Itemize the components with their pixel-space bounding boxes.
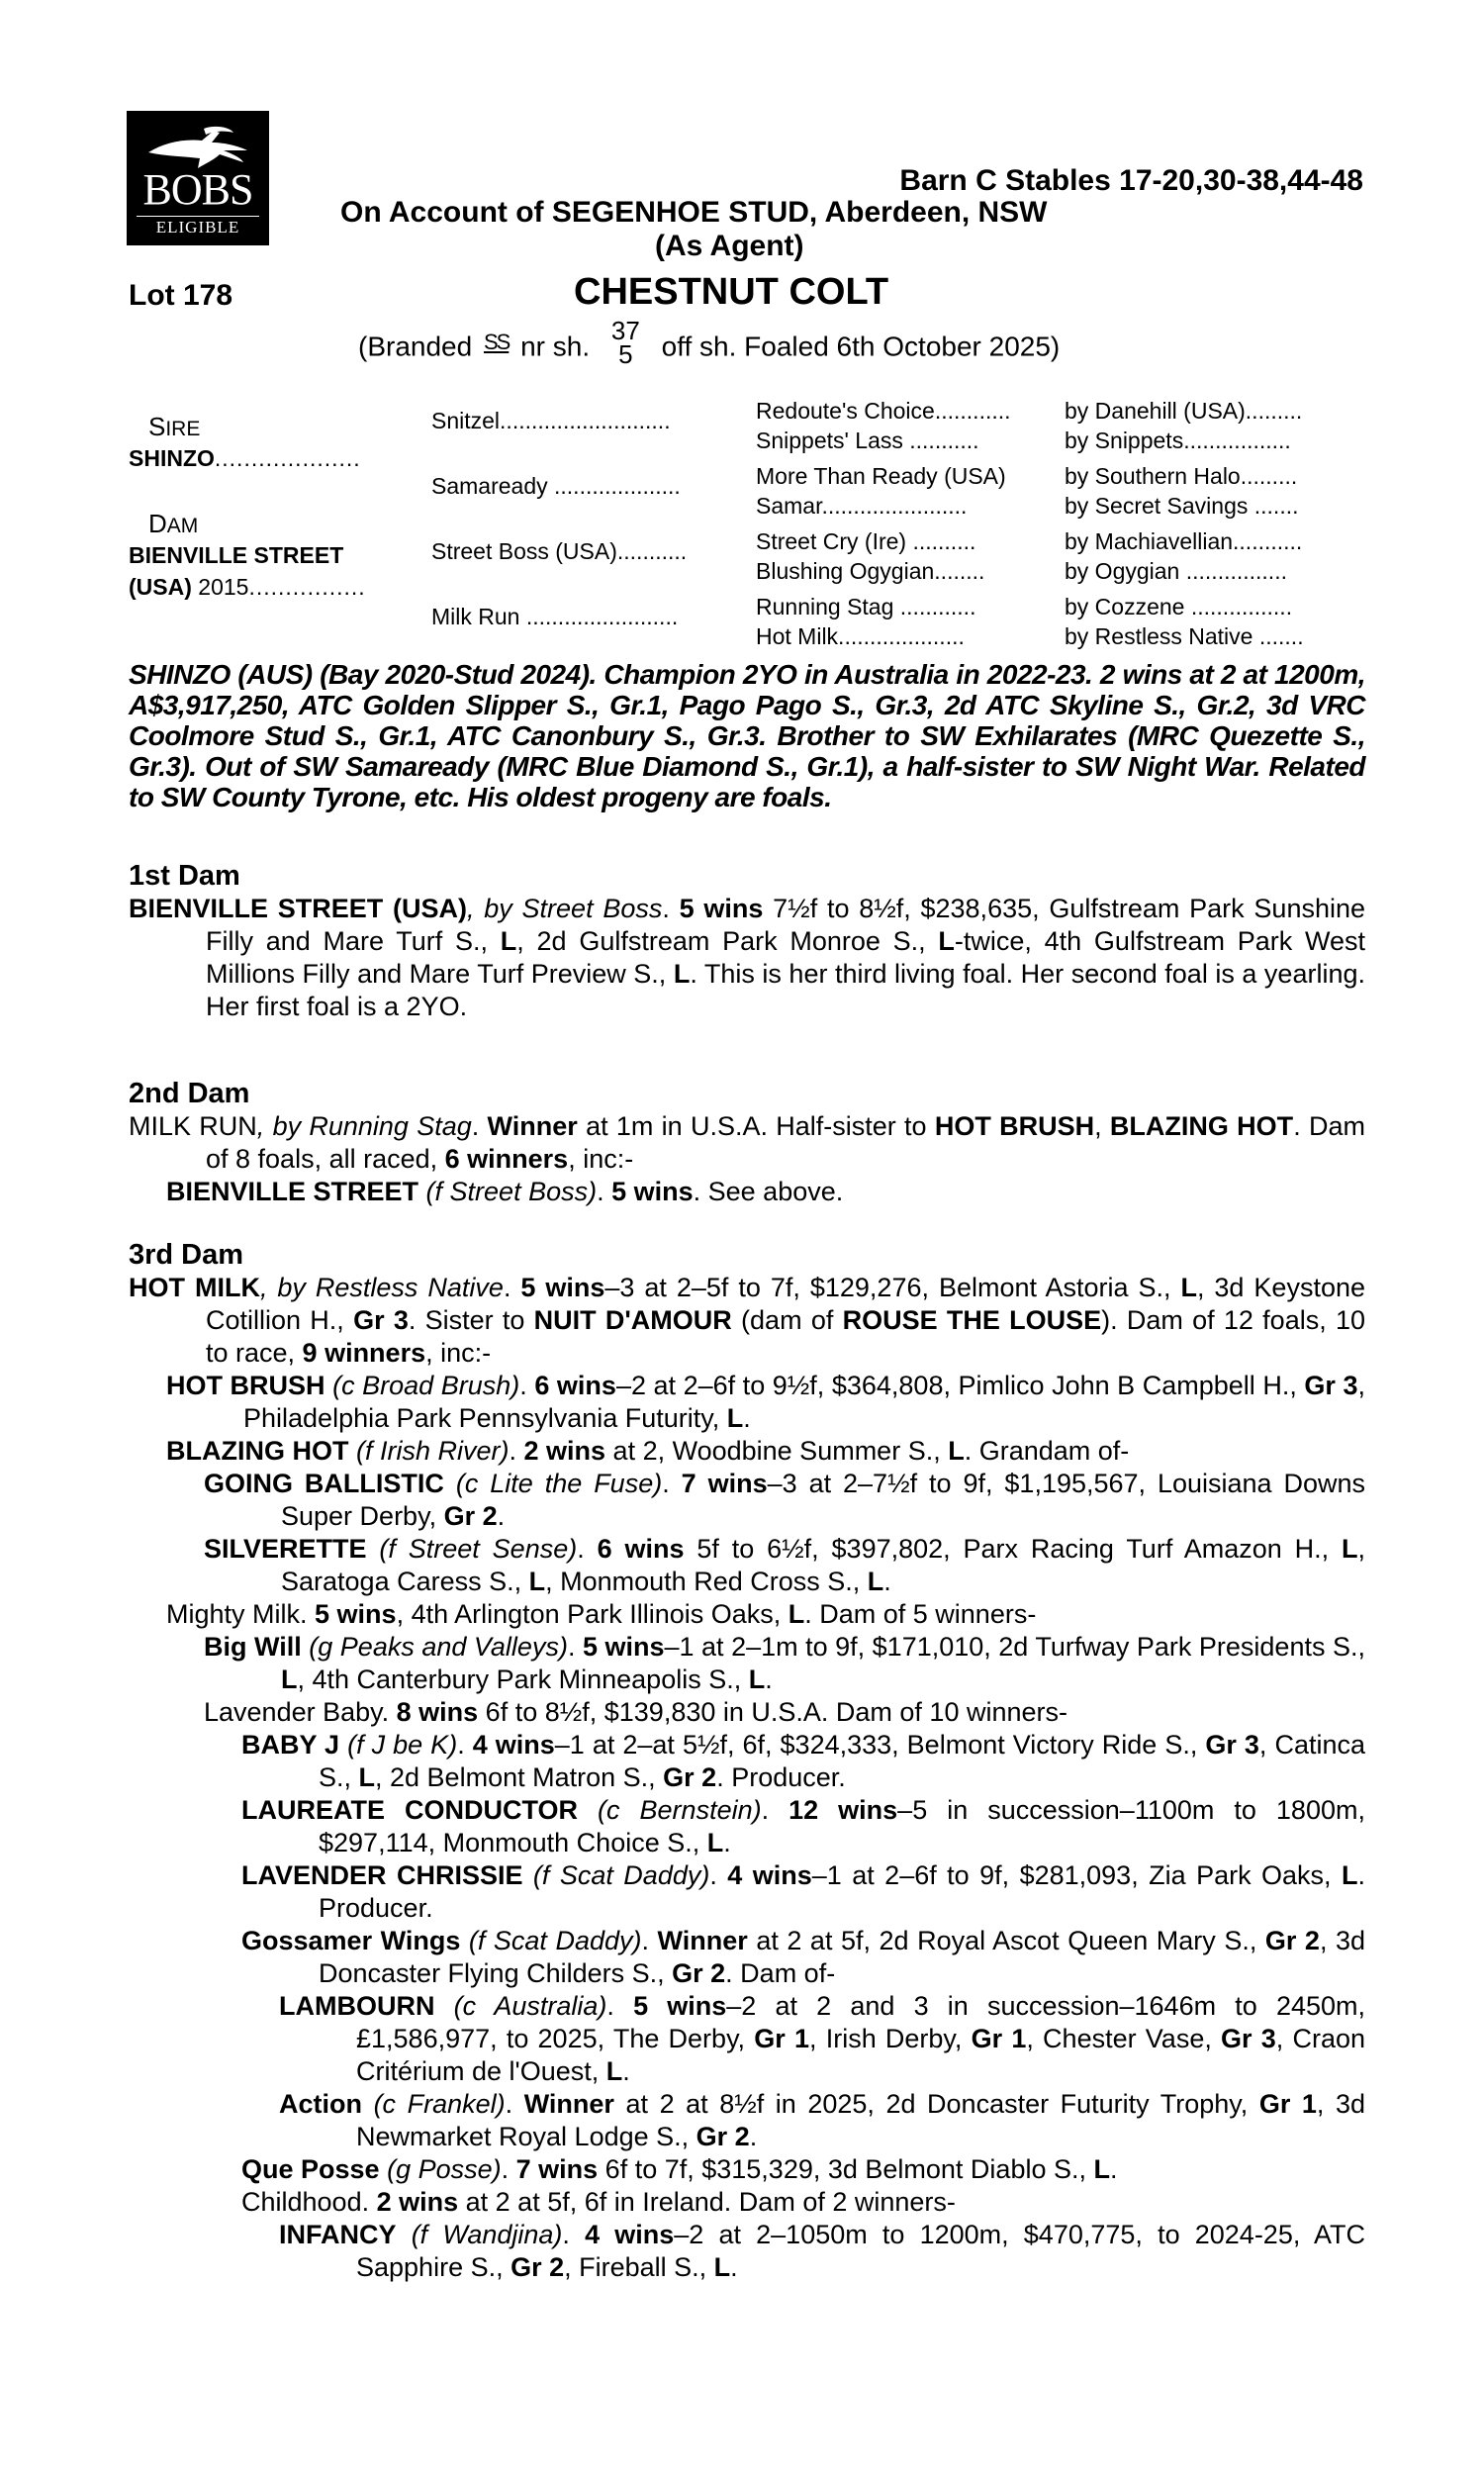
text [380,2154,388,2184]
text: at 2 at 8½f in 2025, 2d Doncaster Futurity Trophy, [613,2089,1259,2119]
text: , Craon Critérium de l'Ouest, [356,2024,1366,2086]
text: 6f to 7f, $315,329, 3d Belmont Diablo S., [598,2154,1094,2184]
bold-text: Action [279,2089,362,2119]
gen3-sire-cell: by Snippets................. [1065,428,1291,453]
progeny-entry [204,1631,1365,1696]
text [325,1371,333,1400]
bobs-eligible-logo [127,111,269,245]
text: . [761,1795,789,1825]
text: . [577,1534,598,1564]
text: . [497,1501,506,1531]
bold-text: L [748,1665,766,1694]
first-dam-text: BIENVILLE STREET (USA), by Street Boss. 5 wins 7½f to 8½f, $238,635, Gulfstream Park Sunshine Filly and Mare Turf S., L, 2d Gulfstream Park Monroe S., L-twice, 4th Gulfstream Park West Millions Filly and Mare Turf Preview S., L. This is her third living foal. Her second foal is a yearling. Her first foal is a 2YO. [129,894,1366,1021]
text: 9 winners [302,1338,426,1368]
text: 5 wins [520,1273,605,1302]
text: , Philadelphia Park Pennsylvania Futurity, [243,1371,1365,1433]
text [434,1991,453,2021]
bold-text: SILVERETTE [204,1534,367,1564]
progeny-by: (f Street Boss) [425,1177,598,1206]
bold-text: L [1341,1860,1358,1890]
text [522,1860,532,1890]
text: HOT BRUSH [934,1111,1095,1141]
third-dam-heading: 3rd Dam [129,1239,244,1271]
text: ). Dam of 12 foals, 10 to race, [206,1305,1366,1368]
progeny-entry [241,1925,1365,1990]
text: –2 at 2–6f to 9½f, $364,808, Pimlico John B Campbell H., [615,1371,1305,1400]
third-dam-name: HOT MILK [129,1273,260,1302]
text [444,1469,456,1498]
first-dam-name: BIENVILLE STREET (USA) [129,894,468,923]
sire-name-cell [129,443,361,473]
brand-symbol: SS [483,330,510,355]
bold-text: 8 wins [396,1697,479,1727]
italic-text: (f Scat Daddy) [532,1860,710,1890]
text: 5f to 6½f, $397,802, Parx Racing Turf Amazon H., [684,1534,1342,1564]
pedigree-gen2-row [431,536,740,566]
gen3-sire-cell: by Restless Native ....... [1065,623,1304,649]
sire-note: SHINZO (AUS) (Bay 2020-Stud 2024). Champion 2YO in Australia in 2022-23. 2 wins at 2 at 1200m, A$3,917,250, ATC Golden Slipper S., Gr.1, Pago Pago S., Gr.3, 2d ATC Skyline S., Gr.2, 3d VRC Coolmore Stud S., Gr.1, ATC Canonbury S., Gr.3. Brother to SW Exhilarates (MRC Quezette S., Gr.3). Out of SW Samaready (MRC Blue Diamond S., Gr.1), a half-sister to SW Night War. Related to SW County Tyrone, etc. His oldest progeny are foals. [129,659,1365,812]
gen2-dots: ........... [616,538,688,564]
bold-text: 2 wins [376,2187,459,2217]
bold-text: BLAZING HOT [166,1436,349,1466]
text: , inc:- [425,1338,492,1368]
text [362,2089,374,2119]
progeny-list [129,1370,1365,2284]
bold-text: 6 wins [597,1534,685,1564]
bold-text: L [726,1403,744,1433]
bold-text: L [1341,1534,1358,1564]
progeny-entry [204,1696,1365,1729]
text: –1 at 2–6f to 9f, $281,093, Zia Park Oaks, [811,1860,1342,1890]
bold-text: L [948,1436,965,1466]
brand-fraction [610,316,640,369]
text: –3 at 2–5f to 7f, $129,276, Belmont Astoria S., [604,1273,1181,1302]
bold-text: 4 wins [727,1860,812,1890]
second-dam-heading: 2nd Dam [129,1078,250,1109]
bold-text: Gr 2 [672,1958,726,1988]
bold-text: 4 wins [585,2220,675,2249]
text: . [743,1403,751,1433]
text: , Irish Derby, [809,2024,972,2053]
progeny-entry [279,1990,1365,2088]
bold-text: Que Posse [241,2154,380,2184]
gen3-dam-cell: Blushing Ogygian........ [756,558,985,584]
dam-dots: ................ [248,574,366,600]
text: , 2d Gulfstream Park Monroe S., [516,926,939,956]
progeny-entry [241,1794,1365,1859]
pedigree-gen2-row [431,471,740,501]
text: . [457,1730,473,1760]
gen3-dam-cell: Street Cry (Ire) .......... [756,528,976,554]
italic-text: (c Frankel) [373,2089,506,2119]
bold-text: L [528,1567,546,1596]
text: . Dam of 8 foals, all raced, [206,1111,1365,1174]
progeny-entry [204,1468,1365,1533]
italic-text: (g Posse) [387,2154,502,2184]
bold-text: L [706,1828,724,1857]
bold-text: L [713,2252,731,2282]
horse-head-icon [144,125,251,170]
text: . [765,1665,773,1694]
brand-fraction-top: 37 [610,316,640,345]
text: . [883,1567,891,1596]
progeny-entry [166,1435,1365,1468]
text [578,1795,598,1825]
progeny-entry [241,2186,1365,2219]
lot-title: CHESTNUT COLT [574,271,889,313]
bold-text: L [867,1567,884,1596]
bold-text: INFANCY [279,2220,397,2249]
text: . [622,2056,630,2086]
bold-text: Gr 3 [1221,2024,1276,2053]
bold-text: Gr 2 [663,1762,717,1792]
lot-number: Lot 178 [129,279,233,312]
bold-text: GOING BALLISTIC [204,1469,444,1498]
first-dam-heading: 1st Dam [129,860,240,892]
gen3-dam-cell: Hot Milk.................... [756,623,965,649]
text: –2 at 2–1050m to 1200m, $470,775, to 2024-25, ATC Sapphire S., [356,2220,1366,2282]
text: –1 at 2–at 5½f, 6f, $324,333, Belmont Victory Ride S., [554,1730,1206,1760]
italic-text: (c Lite the Fuse) [455,1469,663,1498]
bold-text: Gr 3 [1304,1371,1358,1400]
gen2-name: Street Boss (USA) [431,538,617,564]
listed-mark: L [500,926,517,956]
text: at 2 at 5f, 6f in Ireland. Dam of 2 winners- [458,2187,956,2217]
gen3-sire-cell: by Southern Halo......... [1065,463,1298,489]
listed-mark: L [673,959,691,989]
sire-name: SHINZO [129,445,215,471]
text: , 3d Newmarket Royal Lodge S., [356,2089,1365,2151]
text: ROUSE THE LOUSE [842,1305,1102,1335]
text: , Catinca S., [319,1730,1365,1792]
gen3-dam-cell: Snippets' Lass ........... [756,428,979,453]
text [397,2220,412,2249]
bold-text: Gr 2 [1264,1926,1320,1955]
bold-text: L [281,1665,298,1694]
progeny-entry [279,2088,1365,2153]
gen3-sire-cell: by Cozzene ................ [1065,594,1293,619]
gen3-sire-cell: by Machiavellian........... [1065,528,1303,554]
brand-mid: nr sh. [520,331,591,362]
text [348,1436,356,1466]
bold-text: Gr 2 [510,2252,565,2282]
gen2-dots: .................... [547,473,681,499]
gen3-dam-cell: Redoute's Choice............ [756,398,1011,424]
bold-text: L [1093,2154,1110,2184]
text: , 2d Belmont Matron S., [375,1762,664,1792]
text: . [606,1991,634,2021]
text: (dam of [731,1305,843,1335]
bold-text: LAVENDER CHRISSIE [241,1860,523,1890]
bold-text: Gossamer Wings [241,1926,461,1955]
bold-text: Winner [523,2089,614,2119]
bold-text: Big Will [204,1632,302,1662]
text: –5 in succession–1100m to 1800m, $297,114, Monmouth Choice S., [319,1795,1365,1857]
gen2-name: Samaready [431,473,548,499]
third-dam-section [129,1238,1365,2284]
text: NUIT D'AMOUR [533,1305,732,1335]
progeny-entry [279,2219,1365,2284]
progeny-entry [241,1729,1365,1794]
text: Winner [487,1111,578,1141]
second-dam-section [129,1077,1365,1208]
gen3-sire-cell: by Secret Savings ....... [1065,493,1299,519]
text: . [749,2122,758,2151]
gen3-dam-cell: Samar....................... [756,493,968,519]
text: , inc:- [568,1144,634,1174]
italic-text: (c Bernstein) [598,1795,762,1825]
bold-text: Winner [657,1926,748,1955]
text: –3 at 2–7½f to 9f, $1,195,567, Louisiana Downs Super Derby, [281,1469,1366,1531]
text [339,1730,347,1760]
text: L [1180,1273,1197,1302]
bold-text: 5 wins [315,1599,397,1629]
bold-text: Gr 1 [1258,2089,1317,2119]
bold-text: 7 wins [681,1469,768,1498]
brand-prefix: (Branded [358,331,473,362]
bold-text: L [358,1762,376,1792]
text: . Producer. [319,1860,1365,1923]
dam-name-cell [129,572,366,602]
text: . [567,1632,583,1662]
text: . Dam of 5 winners- [804,1599,1037,1629]
italic-text: (f Irish River) [356,1436,510,1466]
gen3-sire-cell: by Danehill (USA)......... [1065,398,1303,424]
text: –1 at 2–1m to 9f, $171,010, 2d Turfway Park Presidents S., [664,1632,1365,1662]
progeny-entry [166,1598,1365,1631]
progeny-entry [204,1533,1365,1598]
text: Gr 3 [353,1305,409,1335]
bold-text: HOT BRUSH [166,1371,325,1400]
text: . Producer. [716,1762,846,1792]
sire-label: SIRE [148,412,201,441]
text: . [501,2154,516,2184]
progeny-entry [241,2153,1365,2186]
dam-label: DAM [148,509,199,538]
bold-text: 5 wins [582,1632,665,1662]
second-dam-by: , by Running Stag [256,1111,472,1141]
text: 6f to 8½f, $139,830 in U.S.A. Dam of 10 winners- [478,1697,1067,1727]
italic-text: (f J be K) [347,1730,458,1760]
text: 7½f to 8½f, $238,635, Gulfstream Park Sunshine Filly and Mare Turf S., [206,894,1366,956]
bold-text: Gr 1 [754,2024,809,2053]
logo-text: BOBS [142,165,253,214]
italic-text: (f Wandjina) [411,2220,563,2249]
first-dam-section [129,859,1365,1023]
text: at 2 at 5f, 2d Royal Ascot Queen Mary S., [747,1926,1265,1955]
text: , 4th Arlington Park Illinois Oaks, [396,1599,788,1629]
text [460,1926,469,1955]
text: -twice, 4th Gulfstream Park West Millions Filly and Mare Turf Preview S., [206,926,1365,989]
gen3-dam-cell: More Than Ready (USA) [756,463,1006,489]
bold-text: Gr 2 [443,1501,498,1531]
vendor-agent: (As Agent) [655,230,804,262]
text: , Monmouth Red Cross S., [545,1567,868,1596]
bold-text: L [605,2056,623,2086]
second-dam-progeny: BIENVILLE STREET (f Street Boss). 5 wins. See above. [166,1177,844,1206]
text: at 1m in U.S.A. Half-sister to [577,1111,935,1141]
pedigree-gen2-row [431,602,740,631]
third-dam-by: , by Restless Native [259,1273,504,1302]
text: Mighty Milk. [166,1599,316,1629]
logo-subtext: ELIGIBLE [137,216,259,236]
text: , 4th Canterbury Park Minneapolis S., [297,1665,749,1694]
barn-stables: Barn C Stables 17-20,30-38,44-48 [899,164,1363,197]
text: , 3d Doncaster Flying Childers S., [319,1926,1365,1988]
second-dam-text: MILK RUN, by Running Stag. Winner at 1m in U.S.A. Half-sister to HOT BRUSH, BLAZING HOT. Dam of 8 foals, all raced, 6 winners, inc:- [129,1111,1365,1174]
gen3-sire-cell: by Ogygian ................ [1065,558,1287,584]
text: . This is her third living foal. Her second foal is a yearling. Her first foal is a 2YO. [206,959,1365,1021]
second-dam-name: MILK RUN [129,1111,257,1141]
progeny-name: BIENVILLE STREET [166,1177,419,1206]
bold-text: L [788,1599,805,1629]
text: –2 at 2 and 3 in succession–1646m to 2450m, £1,586,977, to 2025, The Derby, [356,1991,1365,2053]
bold-text: Gr 2 [696,2122,750,2151]
text: . [709,1860,728,1890]
italic-text: (f Scat Daddy) [468,1926,642,1955]
progeny-entry [241,1859,1365,1925]
text: , 3d Keystone Cotillion H., [206,1273,1365,1335]
progeny-entry [166,1370,1365,1435]
dam-year: 2015 [198,574,249,600]
bold-text: LAUREATE CONDUCTOR [241,1795,579,1825]
dam-country: (USA) [129,574,192,600]
brand-suffix: off sh. Foaled 6th October 2025) [661,331,1061,362]
text: . Sister to [408,1305,534,1335]
text: . [662,1469,682,1498]
gen3-dam-cell: Running Stag ............ [756,594,976,619]
text: . Dam of- [725,1958,836,1988]
italic-text: (c Australia) [453,1991,607,2021]
text: 6 winners [444,1144,569,1174]
text: . [1110,2154,1118,2184]
bold-text: LAMBOURN [279,1991,435,2021]
bold-text: 6 wins [534,1371,616,1400]
first-dam-wins: 5 wins [679,894,764,923]
bold-text: 4 wins [472,1730,555,1760]
text: . [509,1436,524,1466]
text: . [562,2220,586,2249]
bold-text: 5 wins [633,1991,727,2021]
text: at 2, Woodbine Summer S., [605,1436,949,1466]
text: , Saratoga Caress S., [281,1534,1365,1596]
first-dam-by: , by Street Boss [467,894,663,923]
italic-text: (c Broad Brush) [332,1371,520,1400]
third-dam-text: HOT MILK, by Restless Native. 5 wins–3 at 2–5f to 7f, $129,276, Belmont Astoria S., L, 3d Keystone Cotillion H., Gr 3. Sister to NUIT D'AMOUR (dam of ROUSE THE LOUSE). Dam of 12 foals, 10 to race, 9 winners, inc:- [129,1273,1366,1368]
gen2-dots: ........................ [519,604,679,629]
listed-mark: L [938,926,955,956]
text [367,1534,380,1564]
sire-dots: .................... [214,445,361,471]
text: , [1094,1111,1102,1141]
bold-text: BABY J [241,1730,340,1760]
text: . [519,1371,527,1400]
progeny-wins: 5 wins [611,1177,694,1206]
vendor-account: On Account of SEGENHOE STUD, Aberdeen, NSW [340,196,1048,229]
bold-text: 7 wins [515,2154,599,2184]
brand-fraction-bottom: 5 [618,339,633,369]
brand-line [358,316,1061,372]
bold-text: 12 wins [788,1795,898,1825]
text: Lavender Baby. [204,1697,397,1727]
text: . [641,1926,658,1955]
text: . [723,1828,731,1857]
pedigree-gen2-row [431,406,740,435]
italic-text: (g Peaks and Valleys) [309,1632,568,1662]
italic-text: (f Street Sense) [379,1534,578,1564]
gen2-name: Snitzel [431,408,501,433]
text: Childhood. [241,2187,377,2217]
dam-name: BIENVILLE STREET [129,542,344,568]
gen2-dots: ........................... [500,408,671,433]
text: BLAZING HOT [1109,1111,1294,1141]
bold-text: 2 wins [523,1436,606,1466]
text: . See above. [693,1177,844,1206]
text: . [730,2252,738,2282]
text: . [505,2089,524,2119]
gen2-name: Milk Run [431,604,520,629]
bold-text: Gr 1 [971,2024,1027,2053]
bold-text: Gr 3 [1205,1730,1259,1760]
text: , Fireball S., [564,2252,714,2282]
text: . Grandam of- [964,1436,1130,1466]
text: , Chester Vase, [1026,2024,1222,2053]
